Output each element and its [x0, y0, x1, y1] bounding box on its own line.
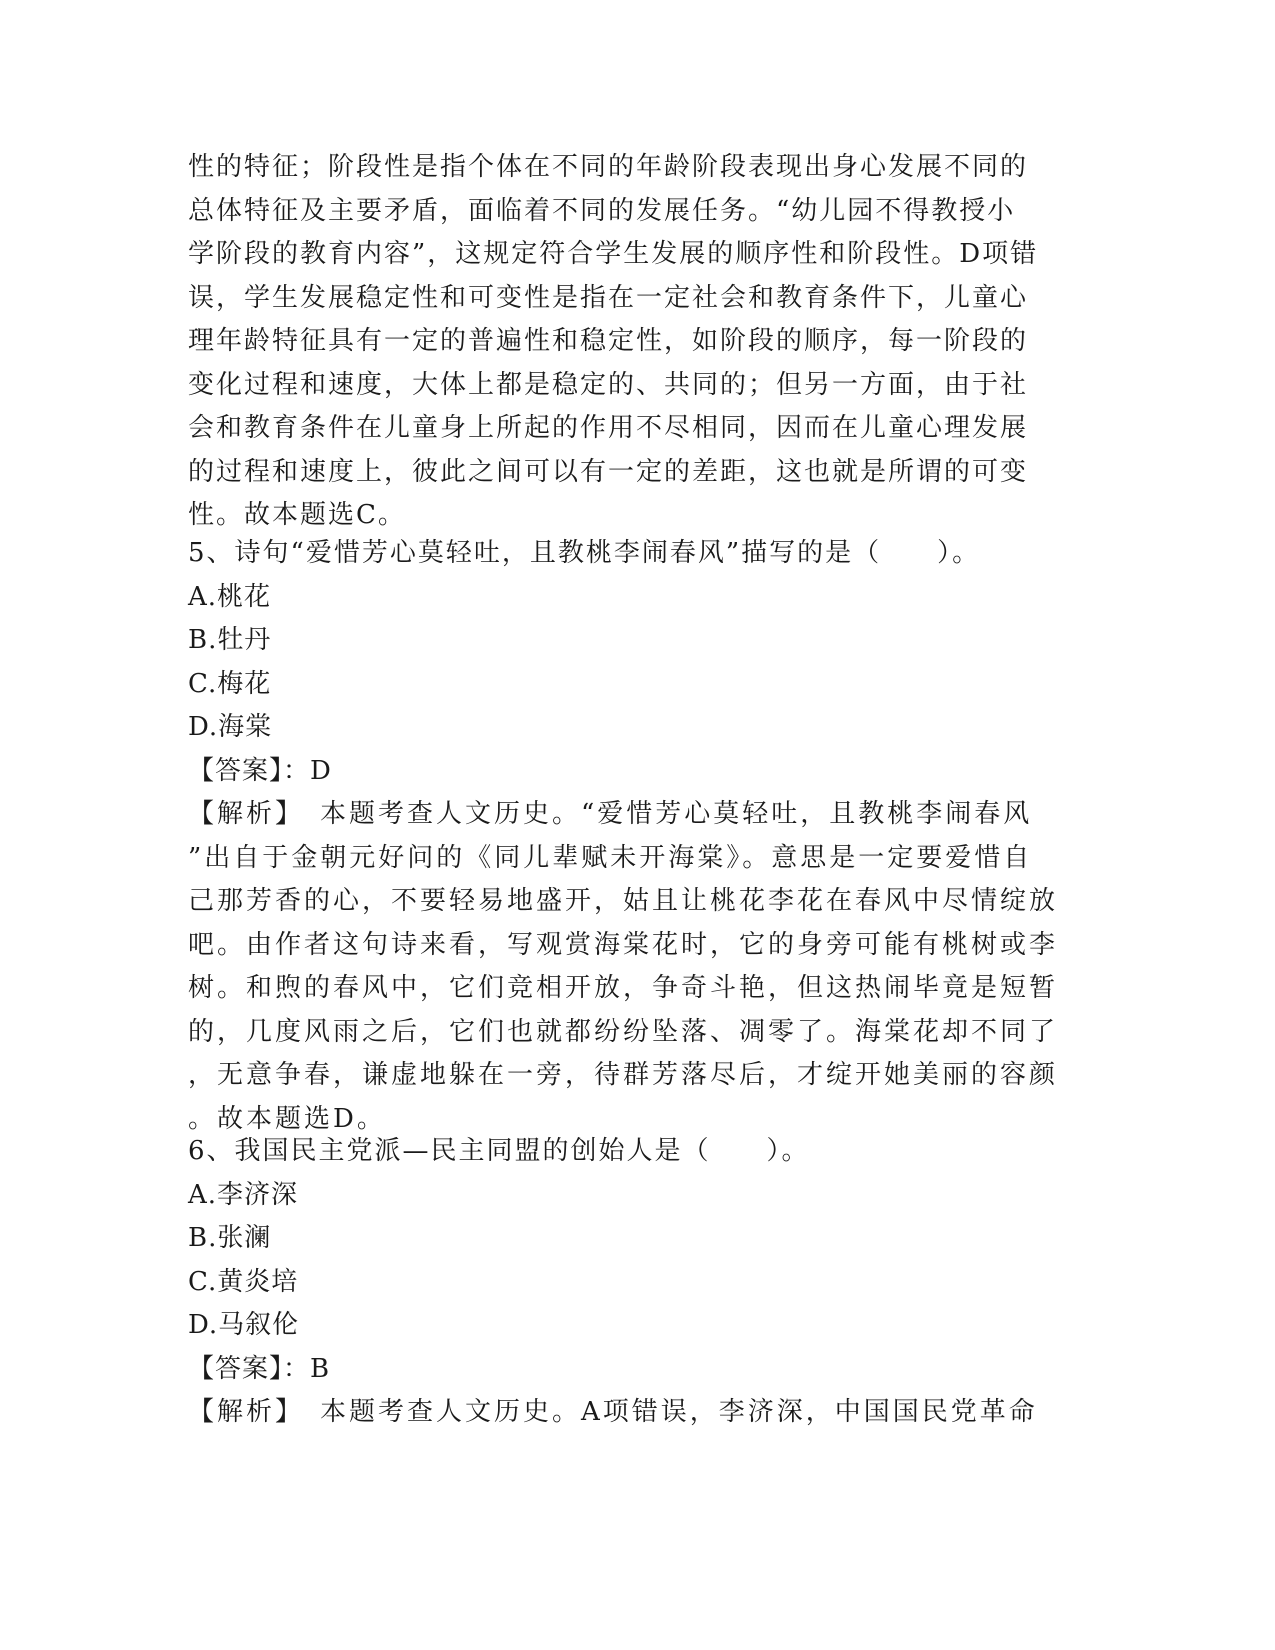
analysis-line: 【解析】 本题考查人文历史。A项错误，李济深，中国国民党革命: [188, 1397, 1038, 1427]
option-c: C.梅花: [188, 668, 272, 699]
option-a: A.桃花: [188, 581, 272, 612]
text-line: 学阶段的教育内容”，这规定符合学生发展的顺序性和阶段性。D项错: [188, 239, 1039, 269]
analysis-line: 的，几度风雨之后，它们也就都纷纷坠落、凋零了。海棠花却不同了: [188, 1016, 1059, 1047]
analysis-line: ，无意争春，谦虚地躲在一旁，待群芳落尽后，才绽开她美丽的容颜: [188, 1060, 1059, 1090]
analysis-line: 。故本题选D。: [188, 1103, 386, 1134]
analysis-line: 吧。由作者这句诗来看，写观赏海棠花时，它的身旁可能有桃树或李: [188, 929, 1059, 960]
text-line: 性。故本题选C。: [188, 500, 406, 530]
text-line: 性的特征；阶段性是指个体在不同的年龄阶段表现出身心发展不同的: [188, 152, 1029, 182]
text-line: 总体特征及主要矛盾，面临着不同的发展任务。“幼儿园不得教授小: [188, 195, 1016, 226]
text-line: 的过程和速度上，彼此之间可以有一定的差距，这也就是所谓的可变: [188, 456, 1029, 487]
analysis-line: 【解析】 本题考查人文历史。“爱惜芳心莫轻吐，且教桃李闹春风: [188, 799, 1033, 829]
answer-line: 【答案】：D: [188, 755, 332, 786]
option-b: B.张澜: [188, 1223, 272, 1253]
answer-line: 【答案】：B: [188, 1353, 331, 1384]
text-line: 理年龄特征具有一定的普遍性和稳定性，如阶段的顺序，每一阶段的: [188, 326, 1029, 356]
analysis-line: ”出自于金朝元好问的《同儿辈赋未开海棠》。意思是一定要爱惜自: [188, 842, 1033, 873]
text-line: 变化过程和速度，大体上都是稳定的、共同的；但另一方面，由于社: [188, 369, 1029, 400]
option-d: D.海棠: [188, 712, 273, 742]
option-d: D.马叙伦: [188, 1310, 300, 1340]
option-a: A.李济深: [188, 1179, 299, 1210]
analysis-line: 己那芳香的心，不要轻易地盛开，姑且让桃花李花在春风中尽情绽放: [188, 886, 1059, 916]
analysis-line: 树。和煦的春风中，它们竞相开放，争奇斗艳，但这热闹毕竟是短暂: [188, 973, 1059, 1003]
question-5: [188, 532, 1088, 1141]
text-line: 误，学生发展稳定性和可变性是指在一定社会和教育条件下，儿童心: [188, 282, 1029, 313]
text-line: 会和教育条件在儿童身上所起的作用不尽相同，因而在儿童心理发展: [188, 413, 1029, 443]
question-text: 6、我国民主党派—民主同盟的创始人是（ ）。: [188, 1136, 810, 1166]
option-b: B.牡丹: [188, 625, 272, 655]
question-text: 5、诗句“爱惜芳心莫轻吐，且教桃李闹春风”描写的是（ ）。: [188, 538, 981, 568]
option-c: C.黄炎培: [188, 1266, 299, 1297]
question-6: [188, 1130, 1088, 1435]
q4-analysis-continuation: [188, 146, 1088, 538]
